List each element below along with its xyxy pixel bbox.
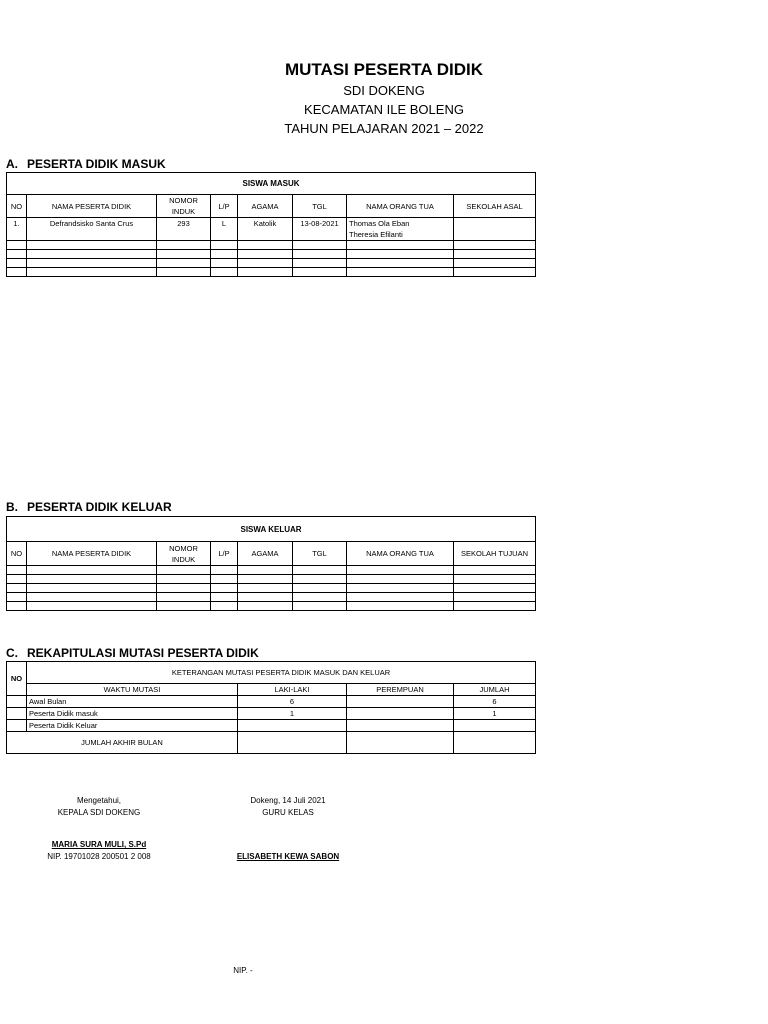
table-title: SISWA KELUAR [7, 517, 536, 542]
column-header: JUMLAH [454, 684, 536, 696]
column-header: NO [7, 195, 27, 218]
column-header: L/P [211, 195, 238, 218]
cell-no: 1. [7, 218, 27, 241]
column-header: PEREMPUAN [347, 684, 454, 696]
signature-right-line2: GURU KELAS [262, 808, 314, 817]
column-header: NO [7, 662, 27, 696]
cell-label: Peserta Didik masuk [27, 708, 238, 720]
cell-lp: L [211, 218, 238, 241]
column-header: SEKOLAH ASAL [454, 195, 536, 218]
table-row [7, 602, 536, 611]
cell-agama: Katolik [238, 218, 293, 241]
section-c-letter: C. [6, 646, 18, 660]
cell-jumlah: 6 [454, 696, 536, 708]
section-b-title: PESERTA DIDIK KELUAR [27, 500, 172, 514]
total-label: JUMLAH AKHIR BULAN [7, 732, 238, 754]
table-row [7, 566, 536, 575]
cell-perempuan [347, 696, 454, 708]
cell-perempuan [347, 720, 454, 732]
table-row [7, 241, 536, 250]
table-row [7, 584, 536, 593]
table-row [7, 218, 536, 241]
table-row [7, 250, 536, 259]
section-a-title: PESERTA DIDIK MASUK [27, 157, 166, 171]
section-c-heading [6, 646, 259, 660]
cell-induk: 293 [157, 218, 211, 241]
table-row [7, 708, 536, 720]
column-header: NAMA PESERTA DIDIK [27, 542, 157, 566]
cell-orang-tua [347, 218, 454, 241]
parent-name: Thomas Ola Eban [349, 219, 410, 228]
table-row [7, 268, 536, 277]
cell-nama: Defrandsisko Santa Crus [27, 218, 157, 241]
incoming-students-table [6, 172, 536, 277]
section-a-heading [6, 157, 166, 171]
table-row [7, 732, 536, 754]
column-header: NO [7, 542, 27, 566]
column-header: WAKTU MUTASI [27, 684, 238, 696]
page-title: MUTASI PESERTA DIDIK [284, 60, 484, 79]
recap-table [6, 661, 536, 754]
signature-left-line1: Mengetahui, [76, 796, 122, 805]
column-header: LAKI-LAKI [238, 684, 347, 696]
section-b-letter: B. [6, 500, 18, 514]
cell-jumlah: 1 [454, 708, 536, 720]
section-b-heading [6, 500, 172, 514]
teacher-name: ELISABETH KEWA SABON [236, 852, 340, 861]
signature-right-line1: Dokeng, 14 Juli 2021 [250, 796, 326, 805]
outgoing-students-table [6, 516, 536, 611]
cell-perempuan [347, 708, 454, 720]
table-row [7, 259, 536, 268]
teacher-nip: NIP. - [233, 966, 253, 975]
cell-jumlah [454, 720, 536, 732]
column-header: AGAMA [238, 542, 293, 566]
district-name: KECAMATAN ILE BOLENG [304, 102, 464, 117]
table-row [7, 593, 536, 602]
table-row [7, 575, 536, 584]
column-header: NAMA ORANG TUA [347, 542, 454, 566]
cell-label: Awal Bulan [27, 696, 238, 708]
column-header: NOMOR INDUK [157, 195, 211, 218]
signature-left-line2: KEPALA SDI DOKENG [57, 808, 141, 817]
column-header: NAMA ORANG TUA [347, 195, 454, 218]
section-a-letter: A. [6, 157, 18, 171]
column-header: AGAMA [238, 195, 293, 218]
section-c-title: REKAPITULASI MUTASI PESERTA DIDIK [27, 646, 259, 660]
table-title: KETERANGAN MUTASI PESERTA DIDIK MASUK DAN KELUAR [27, 662, 536, 684]
cell-laki: 1 [238, 708, 347, 720]
column-header: NOMOR INDUK [157, 542, 211, 566]
cell-tgl: 13-08-2021 [293, 218, 347, 241]
parent-name: Theresia Efilanti [349, 230, 403, 239]
column-header: NAMA PESERTA DIDIK [27, 195, 157, 218]
academic-year: TAHUN PELAJARAN 2021 – 2022 [284, 121, 484, 136]
table-row [7, 720, 536, 732]
cell-laki: 6 [238, 696, 347, 708]
column-header: TGL [293, 195, 347, 218]
principal-name: MARIA SURA MULI, S.Pd [51, 840, 147, 849]
principal-nip: NIP. 19701028 200501 2 008 [47, 852, 151, 861]
table-title: SISWA MASUK [7, 173, 536, 195]
table-row [7, 696, 536, 708]
school-name: SDI DOKENG [343, 83, 425, 98]
column-header: TGL [293, 542, 347, 566]
cell-label: Peserta Didik Keluar [27, 720, 238, 732]
column-header: SEKOLAH TUJUAN [454, 542, 536, 566]
cell-sekolah [454, 218, 536, 241]
cell-laki [238, 720, 347, 732]
column-header: L/P [211, 542, 238, 566]
